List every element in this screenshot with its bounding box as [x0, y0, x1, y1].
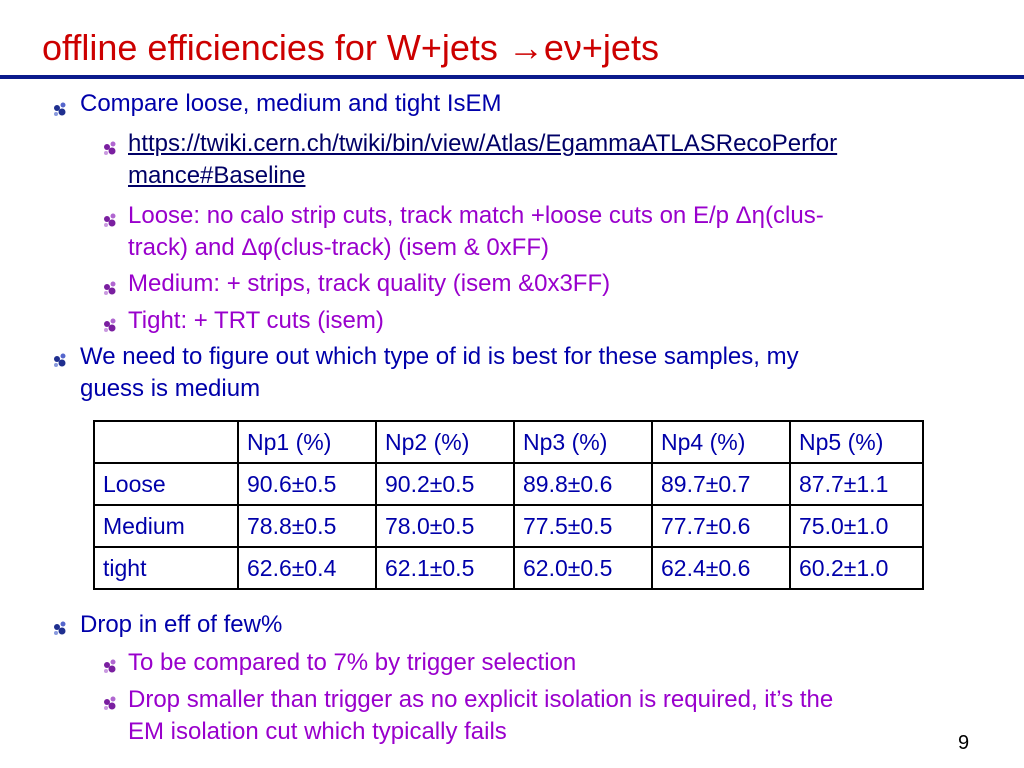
table-cell: 62.6±0.4 — [238, 547, 376, 589]
bullet-trigger-comparison: To be compared to 7% by trigger selection — [128, 649, 577, 676]
twiki-link-line2[interactable]: mance#Baseline — [128, 162, 306, 189]
table-cell: 77.7±0.6 — [652, 505, 790, 547]
table-header-cell: Np1 (%) — [238, 421, 376, 463]
table-row — [94, 547, 923, 589]
bullet-figure-out-id — [80, 341, 980, 405]
table-cell: 90.2±0.5 — [376, 463, 514, 505]
slide-title: offline efficiencies for W+jets →eν+jets — [42, 27, 659, 68]
table-cell: 87.7±1.1 — [790, 463, 923, 505]
bullet-icon — [52, 620, 70, 638]
bullet-icon — [52, 101, 70, 119]
table-cell: 90.6±0.5 — [238, 463, 376, 505]
table-cell: 89.7±0.7 — [652, 463, 790, 505]
bullet-icon — [102, 695, 120, 713]
table-cell: 78.8±0.5 — [238, 505, 376, 547]
row-label: tight — [94, 547, 238, 589]
bullet-isolation-note — [128, 684, 978, 748]
row-label: Loose — [94, 463, 238, 505]
bullet-compare-isem: Compare loose, medium and tight IsEM — [80, 90, 502, 117]
table-header-cell: Np5 (%) — [790, 421, 923, 463]
table-cell: 62.1±0.5 — [376, 547, 514, 589]
table-cell: 77.5±0.5 — [514, 505, 652, 547]
figure-out-line1: We need to figure out which type of id is best for these samples, my — [80, 343, 799, 370]
row-label: Medium — [94, 505, 238, 547]
table-cell: 78.0±0.5 — [376, 505, 514, 547]
table-cell: 89.8±0.6 — [514, 463, 652, 505]
bullet-drop-in-eff: Drop in eff of few% — [80, 611, 283, 638]
efficiency-table — [93, 420, 924, 590]
isolation-line2: EM isolation cut which typically fails — [128, 718, 507, 745]
loose-line1: Loose: no calo strip cuts, track match +loose cuts on E/p Δη(clus- — [128, 202, 824, 229]
table-cell: 62.4±0.6 — [652, 547, 790, 589]
twiki-link[interactable] — [128, 128, 978, 192]
table-cell: 62.0±0.5 — [514, 547, 652, 589]
bullet-icon — [102, 658, 120, 676]
bullet-icon — [102, 317, 120, 335]
twiki-link-line1[interactable]: https://twiki.cern.ch/twiki/bin/view/Atlas/EgammaATLASRecoPerfor — [128, 130, 838, 157]
bullet-icon — [102, 140, 120, 158]
title-divider — [0, 75, 1024, 79]
table-header-cell — [94, 421, 238, 463]
table-header-cell: Np2 (%) — [376, 421, 514, 463]
table-header-row — [94, 421, 923, 463]
bullet-icon — [102, 280, 120, 298]
figure-out-line2: guess is medium — [80, 375, 261, 402]
bullet-tight-definition: Tight: + TRT cuts (isem) — [128, 307, 384, 334]
bullet-icon — [52, 352, 70, 370]
page-number: 9 — [958, 732, 970, 754]
isolation-line1: Drop smaller than trigger as no explicit isolation is required, it’s the — [128, 686, 834, 713]
table-row — [94, 463, 923, 505]
table-header-cell: Np3 (%) — [514, 421, 652, 463]
table-row — [94, 505, 923, 547]
bullet-loose-definition — [128, 200, 978, 264]
table-cell: 75.0±1.0 — [790, 505, 923, 547]
bullet-icon — [102, 212, 120, 230]
table-header-cell: Np4 (%) — [652, 421, 790, 463]
table-cell: 60.2±1.0 — [790, 547, 923, 589]
bullet-medium-definition: Medium: + strips, track quality (isem &0x3FF) — [128, 270, 611, 297]
loose-line2: track) and Δφ(clus-track) (isem & 0xFF) — [128, 234, 549, 261]
